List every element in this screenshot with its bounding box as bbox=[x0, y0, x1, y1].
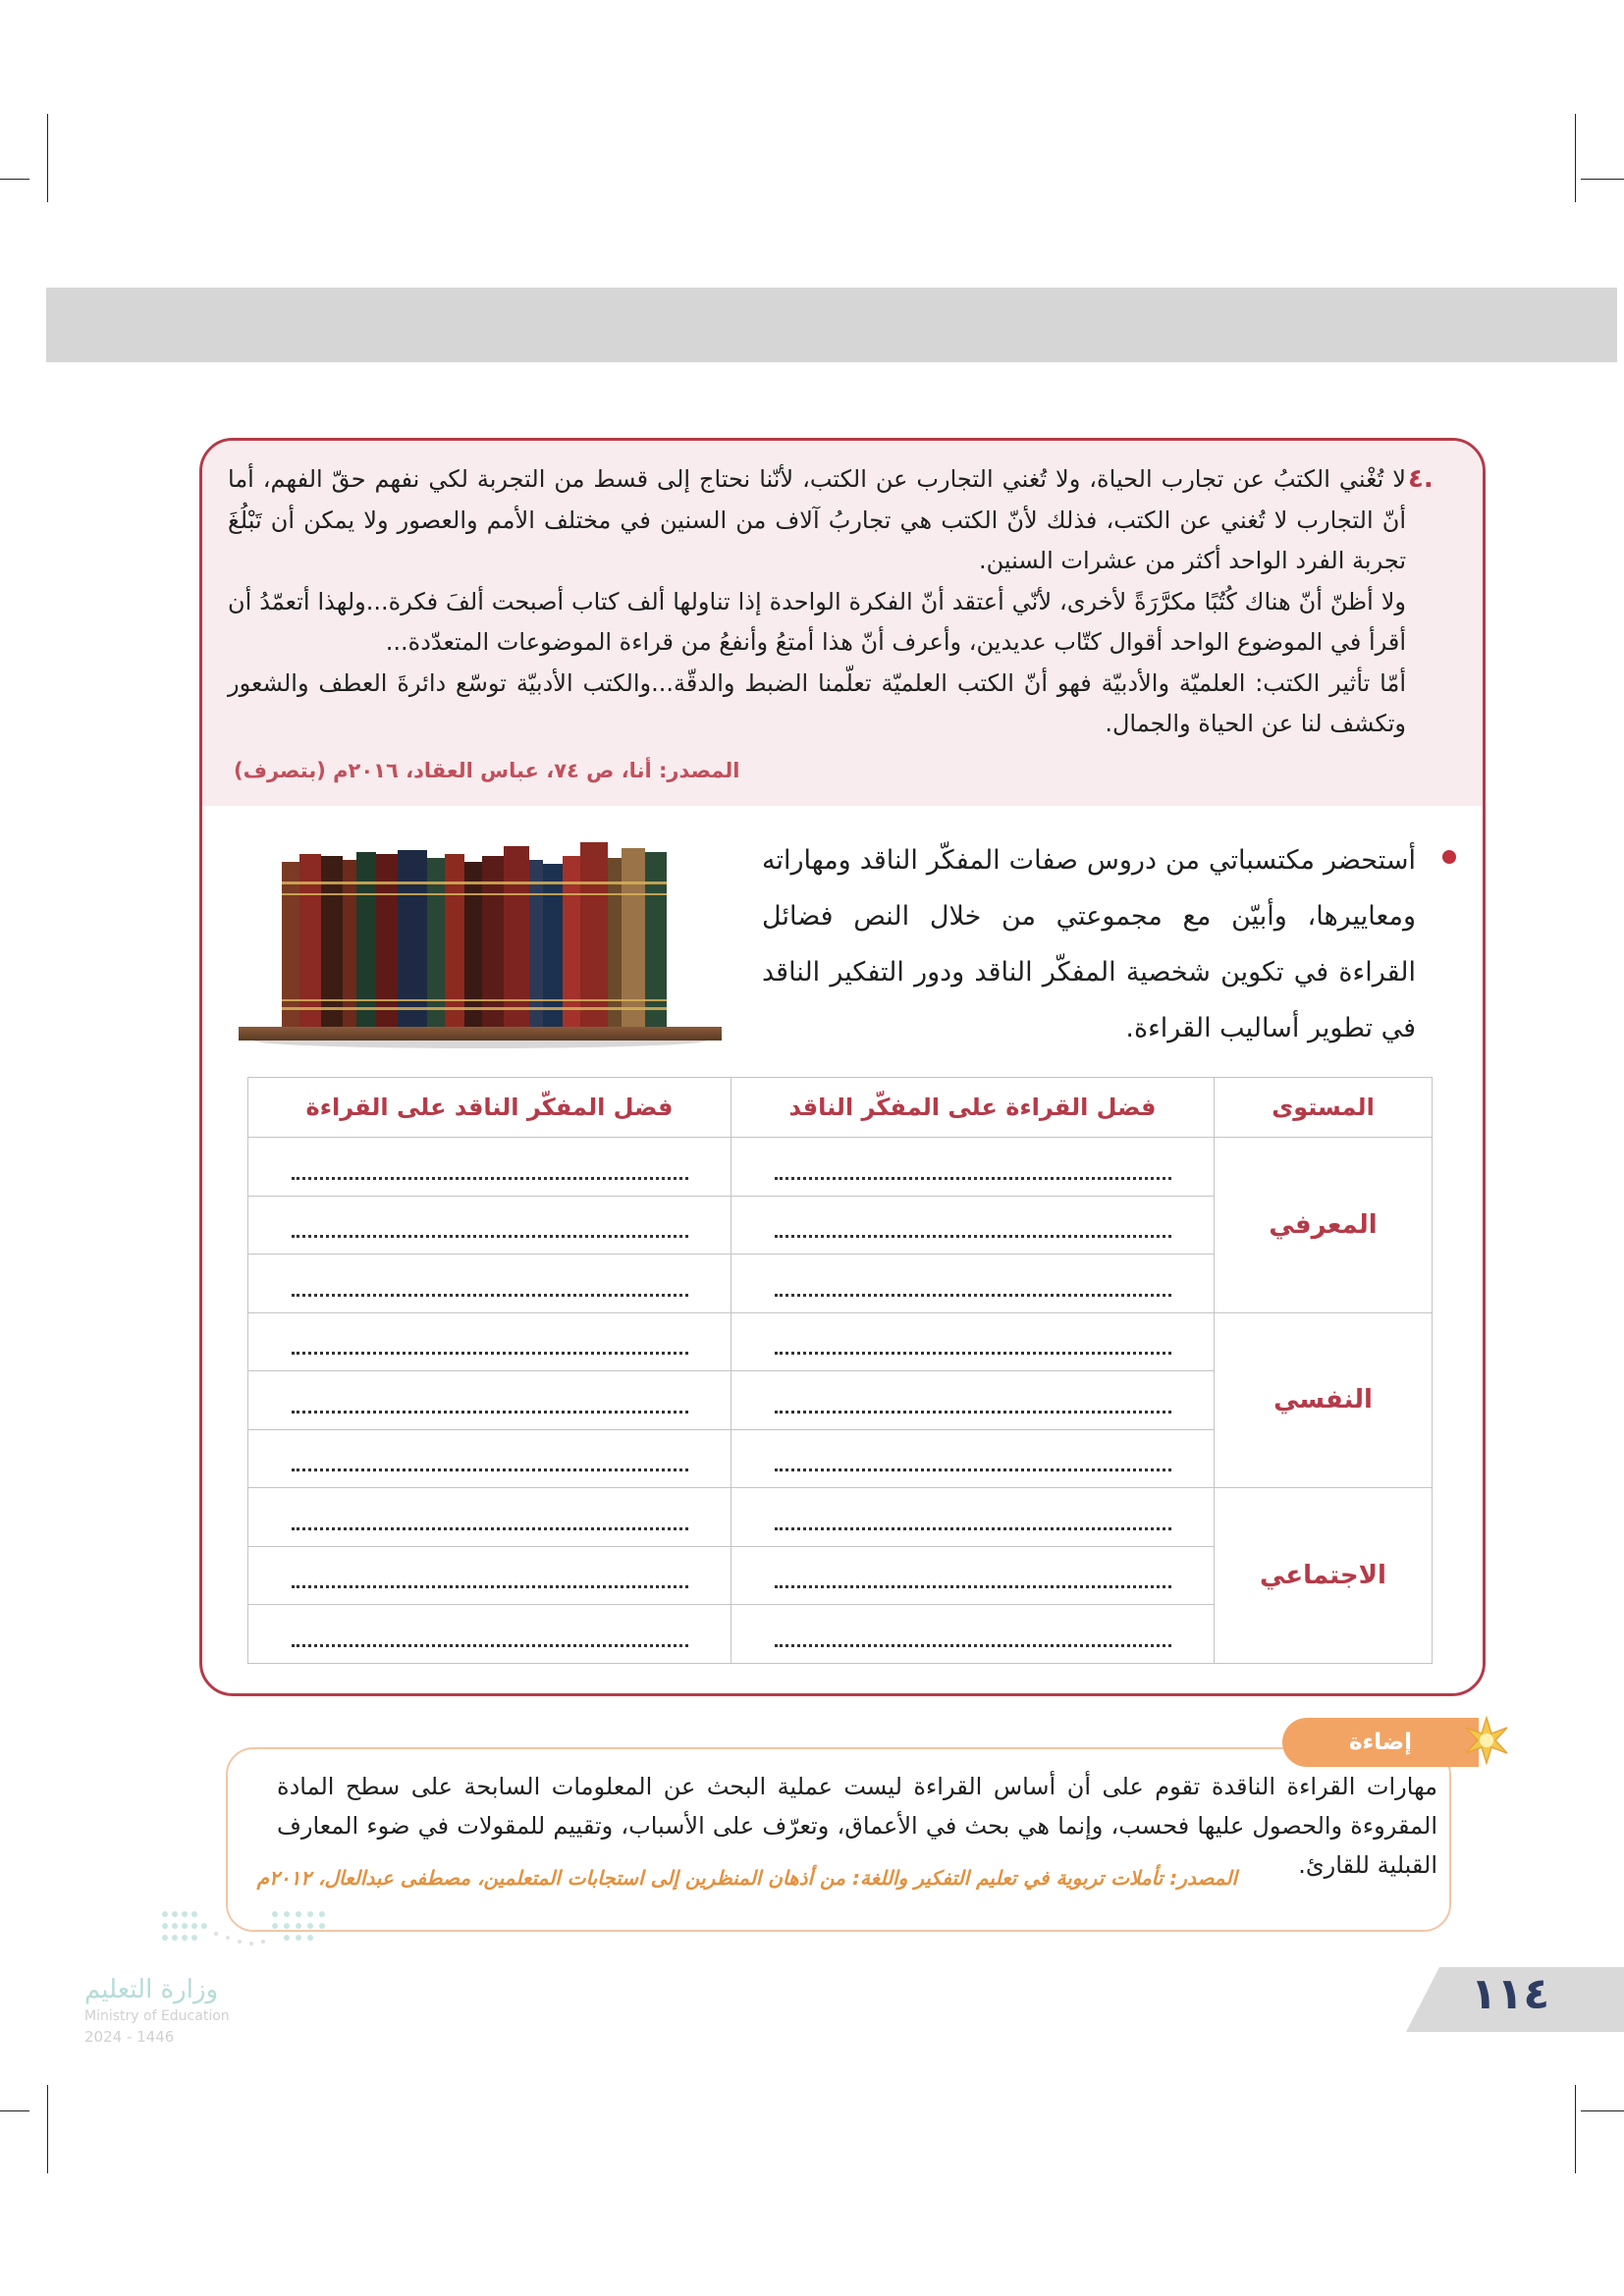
ministry-year: 2024 - 1446 bbox=[84, 2028, 175, 2046]
level-social: الاجتماعي bbox=[1215, 1488, 1433, 1664]
crop-mark bbox=[0, 2110, 29, 2111]
crop-mark bbox=[1581, 179, 1624, 180]
crop-mark bbox=[1581, 2110, 1624, 2111]
answer-cell[interactable] bbox=[731, 1546, 1215, 1605]
answer-cell[interactable] bbox=[248, 1429, 731, 1488]
crop-mark bbox=[47, 114, 48, 202]
answer-cell[interactable] bbox=[731, 1605, 1215, 1664]
answer-cell[interactable] bbox=[248, 1196, 731, 1255]
header-thinker-on-reading: فضل المفكّر الناقد على القراءة bbox=[248, 1078, 731, 1138]
tip-source: المصدر: تأملات تربوية في تعليم التفكير واللغة: من أذهان المنظرين إلى استجابات المتعلمين، مصطفى عبدالعال، ٢٠١٢م bbox=[256, 1866, 1237, 1890]
passage-paragraph-3: أمّا تأثير الكتب: العلميّة والأدبيّة فهو أنّ الكتب العلميّة تعلّمنا الضبط والدقّة...والكتب الأدبيّة توسّع دائرةَ العطف والشعور وتكشف لنا عن الحياة والجمال. bbox=[228, 668, 1406, 737]
answer-cell[interactable] bbox=[248, 1371, 731, 1430]
answer-cell[interactable] bbox=[248, 1488, 731, 1547]
passage-paragraph-1: لا تُغْني الكتبُ عن تجارب الحياة، ولا تُغني التجارب عن الكتب، لأنّنا نحتاج إلى قسط من التجربة لكي نفهم حقّ الفهم، أما أنّ التجارب لا تُغني عن الكتب، فذلك لأنّ الكتب هي تجاربُ آلاف من السنين في مختلف الأمم والعصور ولا يمكن أن تَبْلُغَ تجربة الفرد الواحد أكثر من عشرات السنين. bbox=[228, 465, 1406, 574]
answer-cell[interactable] bbox=[248, 1312, 731, 1371]
light-star-icon bbox=[1462, 1716, 1511, 1765]
reading-passage bbox=[228, 459, 1406, 745]
answer-cell[interactable] bbox=[731, 1138, 1215, 1197]
level-cognitive: المعرفي bbox=[1215, 1138, 1433, 1313]
answer-cell[interactable] bbox=[731, 1488, 1215, 1547]
answer-cell[interactable] bbox=[248, 1138, 731, 1197]
table-row bbox=[248, 1312, 1433, 1371]
answer-cell[interactable] bbox=[248, 1605, 731, 1664]
answer-cell[interactable] bbox=[731, 1196, 1215, 1255]
answer-cell[interactable] bbox=[731, 1255, 1215, 1313]
answer-cell[interactable] bbox=[731, 1429, 1215, 1488]
tip-label: إضاءة bbox=[1282, 1718, 1479, 1767]
table-row bbox=[248, 1488, 1433, 1547]
crop-mark bbox=[1575, 114, 1576, 202]
answer-cell[interactable] bbox=[731, 1371, 1215, 1430]
crop-mark bbox=[0, 179, 29, 180]
table-row bbox=[248, 1138, 1433, 1197]
header-band bbox=[46, 288, 1617, 362]
table-header-row bbox=[248, 1078, 1433, 1138]
bullet-icon bbox=[1442, 850, 1456, 864]
tip-text: مهارات القراءة الناقدة تقوم على أن أساس القراءة ليست عملية البحث عن المعلومات السابحة على سطح المادة المقروءة والحصول عليها فحسب، وإنما هي بحث في الأعماق، وتعرّف على الأسباب، وتقييم للمقولات في ضوء المعارف القبلية للقارئ. bbox=[277, 1773, 1437, 1879]
page-number: ١١٤ bbox=[1470, 1969, 1550, 2019]
task-instruction: أستحضر مكتسباتي من دروس صفات المفكّر الناقد ومهاراته ومعاييرها، وأبيّن مع مجموعتي من خلال النص فضائل القراءة في تكوين شخصية المفكّر الناقد ودور التفكير الناقد في تطوير أساليب القراءة. bbox=[762, 845, 1416, 1043]
bookshelf-illustration bbox=[237, 834, 724, 1052]
ministry-name-arabic: وزارة التعليم bbox=[84, 1975, 219, 2004]
ministry-name-english: Ministry of Education bbox=[84, 2008, 230, 2024]
level-psychological: النفسي bbox=[1215, 1312, 1433, 1488]
crop-mark bbox=[47, 2085, 48, 2173]
header-level: المستوى bbox=[1215, 1078, 1433, 1138]
reading-table bbox=[247, 1077, 1433, 1664]
ministry-logo-pattern bbox=[157, 1904, 330, 1959]
question-number: ٤. bbox=[1408, 464, 1434, 494]
passage-paragraph-2: ولا أظنّ أنّ هناك كُتُبًا مكرَّرَةً لأخرى، لأنّي أعتقد أنّ الفكرة الواحدة إذا تناولها ألف كتاب أصبحت ألفَ فكرة...ولهذا أتعمّدُ أن أقرأ في الموضوع الواحد أقوال كتّاب عديدين، وأعرف أنّ هذا أمتعُ وأنفعُ من قراءة الموضوعات المتعدّدة... bbox=[228, 587, 1406, 656]
header-reading-on-thinker: فضل القراءة على المفكّر الناقد bbox=[731, 1078, 1215, 1138]
answer-cell[interactable] bbox=[731, 1312, 1215, 1371]
answer-cell[interactable] bbox=[248, 1255, 731, 1313]
crop-mark bbox=[1575, 2085, 1576, 2173]
passage-source: المصدر: أنا، ص ٧٤، عباس العقاد، ٢٠١٦م (بتصرف) bbox=[234, 759, 740, 782]
answer-cell[interactable] bbox=[248, 1546, 731, 1605]
